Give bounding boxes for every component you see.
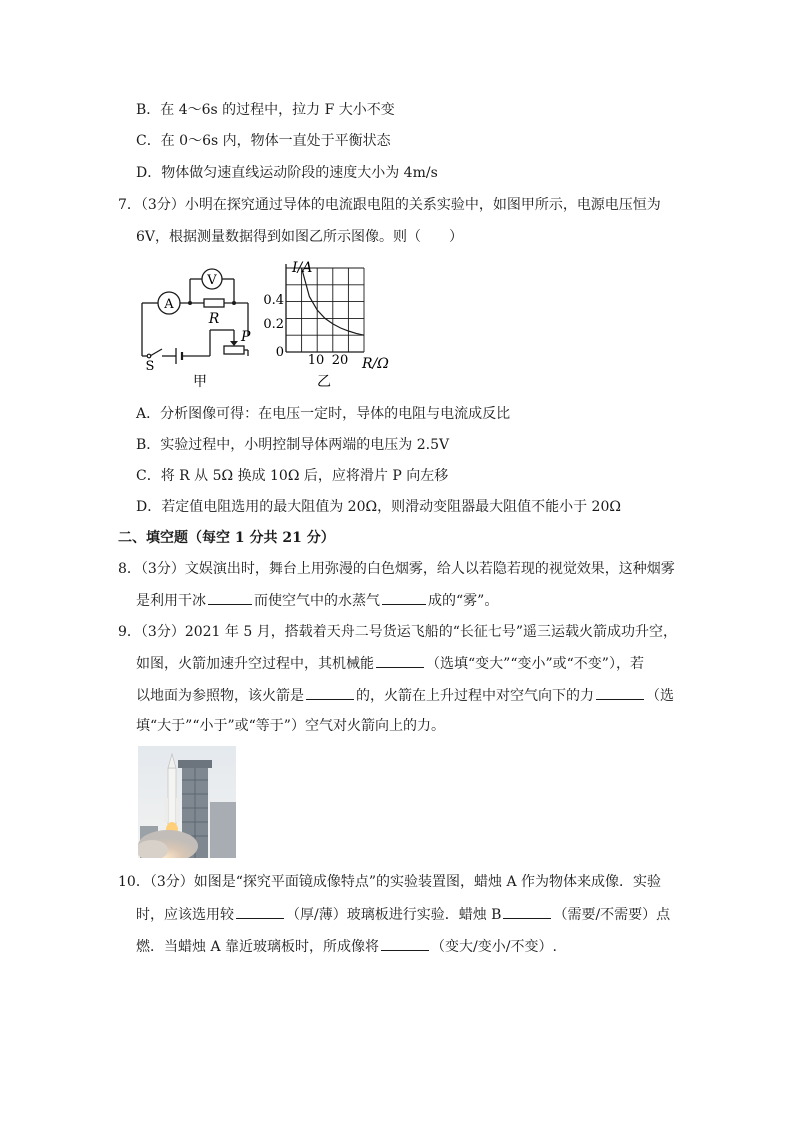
switch-symbol [150,349,162,356]
q10-text: （变大/变小/不变）. [431,939,557,955]
y-axis-label: I/A [292,260,313,276]
answer-blank[interactable] [376,653,424,668]
answer-blank[interactable] [596,685,644,700]
junction-dot [188,301,192,305]
q7-option-a: A．分析图像可得：在电压一定时，导体的电阻与电流成反比 [136,406,511,422]
slider-arrow [230,341,238,346]
q7-option-d: D．若定值电阻选用的最大阻值为 20Ω，则滑动变阻器最大阻值不能小于 20Ω [136,499,621,515]
q8-line1: 8．（3分）文娱演出时，舞台上用弥漫的白色烟雾，给人以若隐若现的视觉效果，这种烟雾 [118,561,675,577]
q10-text: （需要/不需要）点 [553,907,671,923]
resistor-label: R [208,311,220,327]
q9-text: 以地面为参照物，该火箭是 [136,688,304,704]
q10-line2 [136,904,670,925]
q9-text: 如图，火箭加速升空过程中，其机械能 [136,656,374,672]
ammeter-label: A [164,297,174,312]
x-axis-label: R/Ω [362,356,389,372]
q6-option-c: C．在 0～6s 内，物体一直处于平衡状态 [136,133,391,149]
q9-text: 的，火箭在上升过程中对空气向下的力 [356,688,594,704]
q10-text: 时，应该选用较 [136,907,234,923]
junction-dot [232,301,236,305]
x-tick-label: 10 [307,353,325,368]
answer-blank[interactable] [503,904,551,919]
q6-option-b: B．在 4～6s 的过程中，拉力 F 大小不变 [136,102,395,118]
y-tick-label: 0.2 [263,317,284,332]
q8-line2 [136,590,498,611]
circuit-diagram [136,262,256,390]
resistor-symbol [204,299,224,307]
q8-text: 是利用干冰 [136,593,206,609]
y-tick-label: 0.4 [263,293,284,308]
q10-line1: 10．（3分）如图是“探究平面镜成像特点”的实验装置图，蜡烛 A 作为物体来成像．实验 [118,874,662,890]
answer-blank[interactable] [236,904,284,919]
answer-blank[interactable] [306,685,354,700]
q8-text: 而使空气中的水蒸气 [254,593,380,609]
answer-blank[interactable] [208,590,252,605]
q8-text: 成的“雾”。 [428,593,499,609]
rheostat-symbol [224,346,244,354]
q9-text: （选 [646,688,674,704]
voltmeter-label: V [207,273,217,288]
y-tick-label: 0 [275,345,284,360]
x-tick-label: 20 [331,353,349,368]
q10-line3 [136,936,557,957]
q7-option-c: C．将 R 从 5Ω 换成 10Ω 后，应将滑片 P 向左移 [136,468,449,484]
q7-option-b: B．实验过程中，小明控制导体两端的电压为 2.5V [136,437,450,453]
rocket-launch-photo [138,746,236,858]
answer-blank[interactable] [382,590,426,605]
q10-text: 燃．当蜡烛 A 靠近玻璃板时，所成像将 [136,939,380,955]
q9-line3 [136,685,674,706]
answer-blank[interactable] [381,936,429,951]
q10-text: （厚/薄）玻璃板进行实验．蜡烛 B [286,907,502,923]
q6-option-d: D．物体做匀速直线运动阶段的速度大小为 4m/s [136,165,438,181]
current-resistance-graph [258,256,398,390]
slider-label: P [241,329,251,345]
switch-label: S [145,359,155,374]
q9-text: （选填“变大”“变小”或“不变”），若 [426,656,644,672]
graph-caption: 乙 [317,374,331,390]
q7-stem-line2: 6V，根据测量数据得到如图乙所示图像。则（ ） [136,229,464,245]
circuit-caption: 甲 [193,374,207,390]
q9-line2 [136,653,644,674]
q7-stem-line1: 7．（3分）小明在探究通过导体的电流跟电阻的关系实验中，如图甲所示，电源电压恒为 [118,197,661,213]
q9-line1: 9．（3分）2021 年 5 月，搭载着天舟二号货运飞船的“长征七号”遥三运载火箭成功升空， [118,624,678,640]
section-title: 二、填空题（每空 1 分共 21 分） [118,530,335,546]
q9-line4: 填“大于”“小于”或“等于”）空气对火箭向上的力。 [136,718,445,734]
